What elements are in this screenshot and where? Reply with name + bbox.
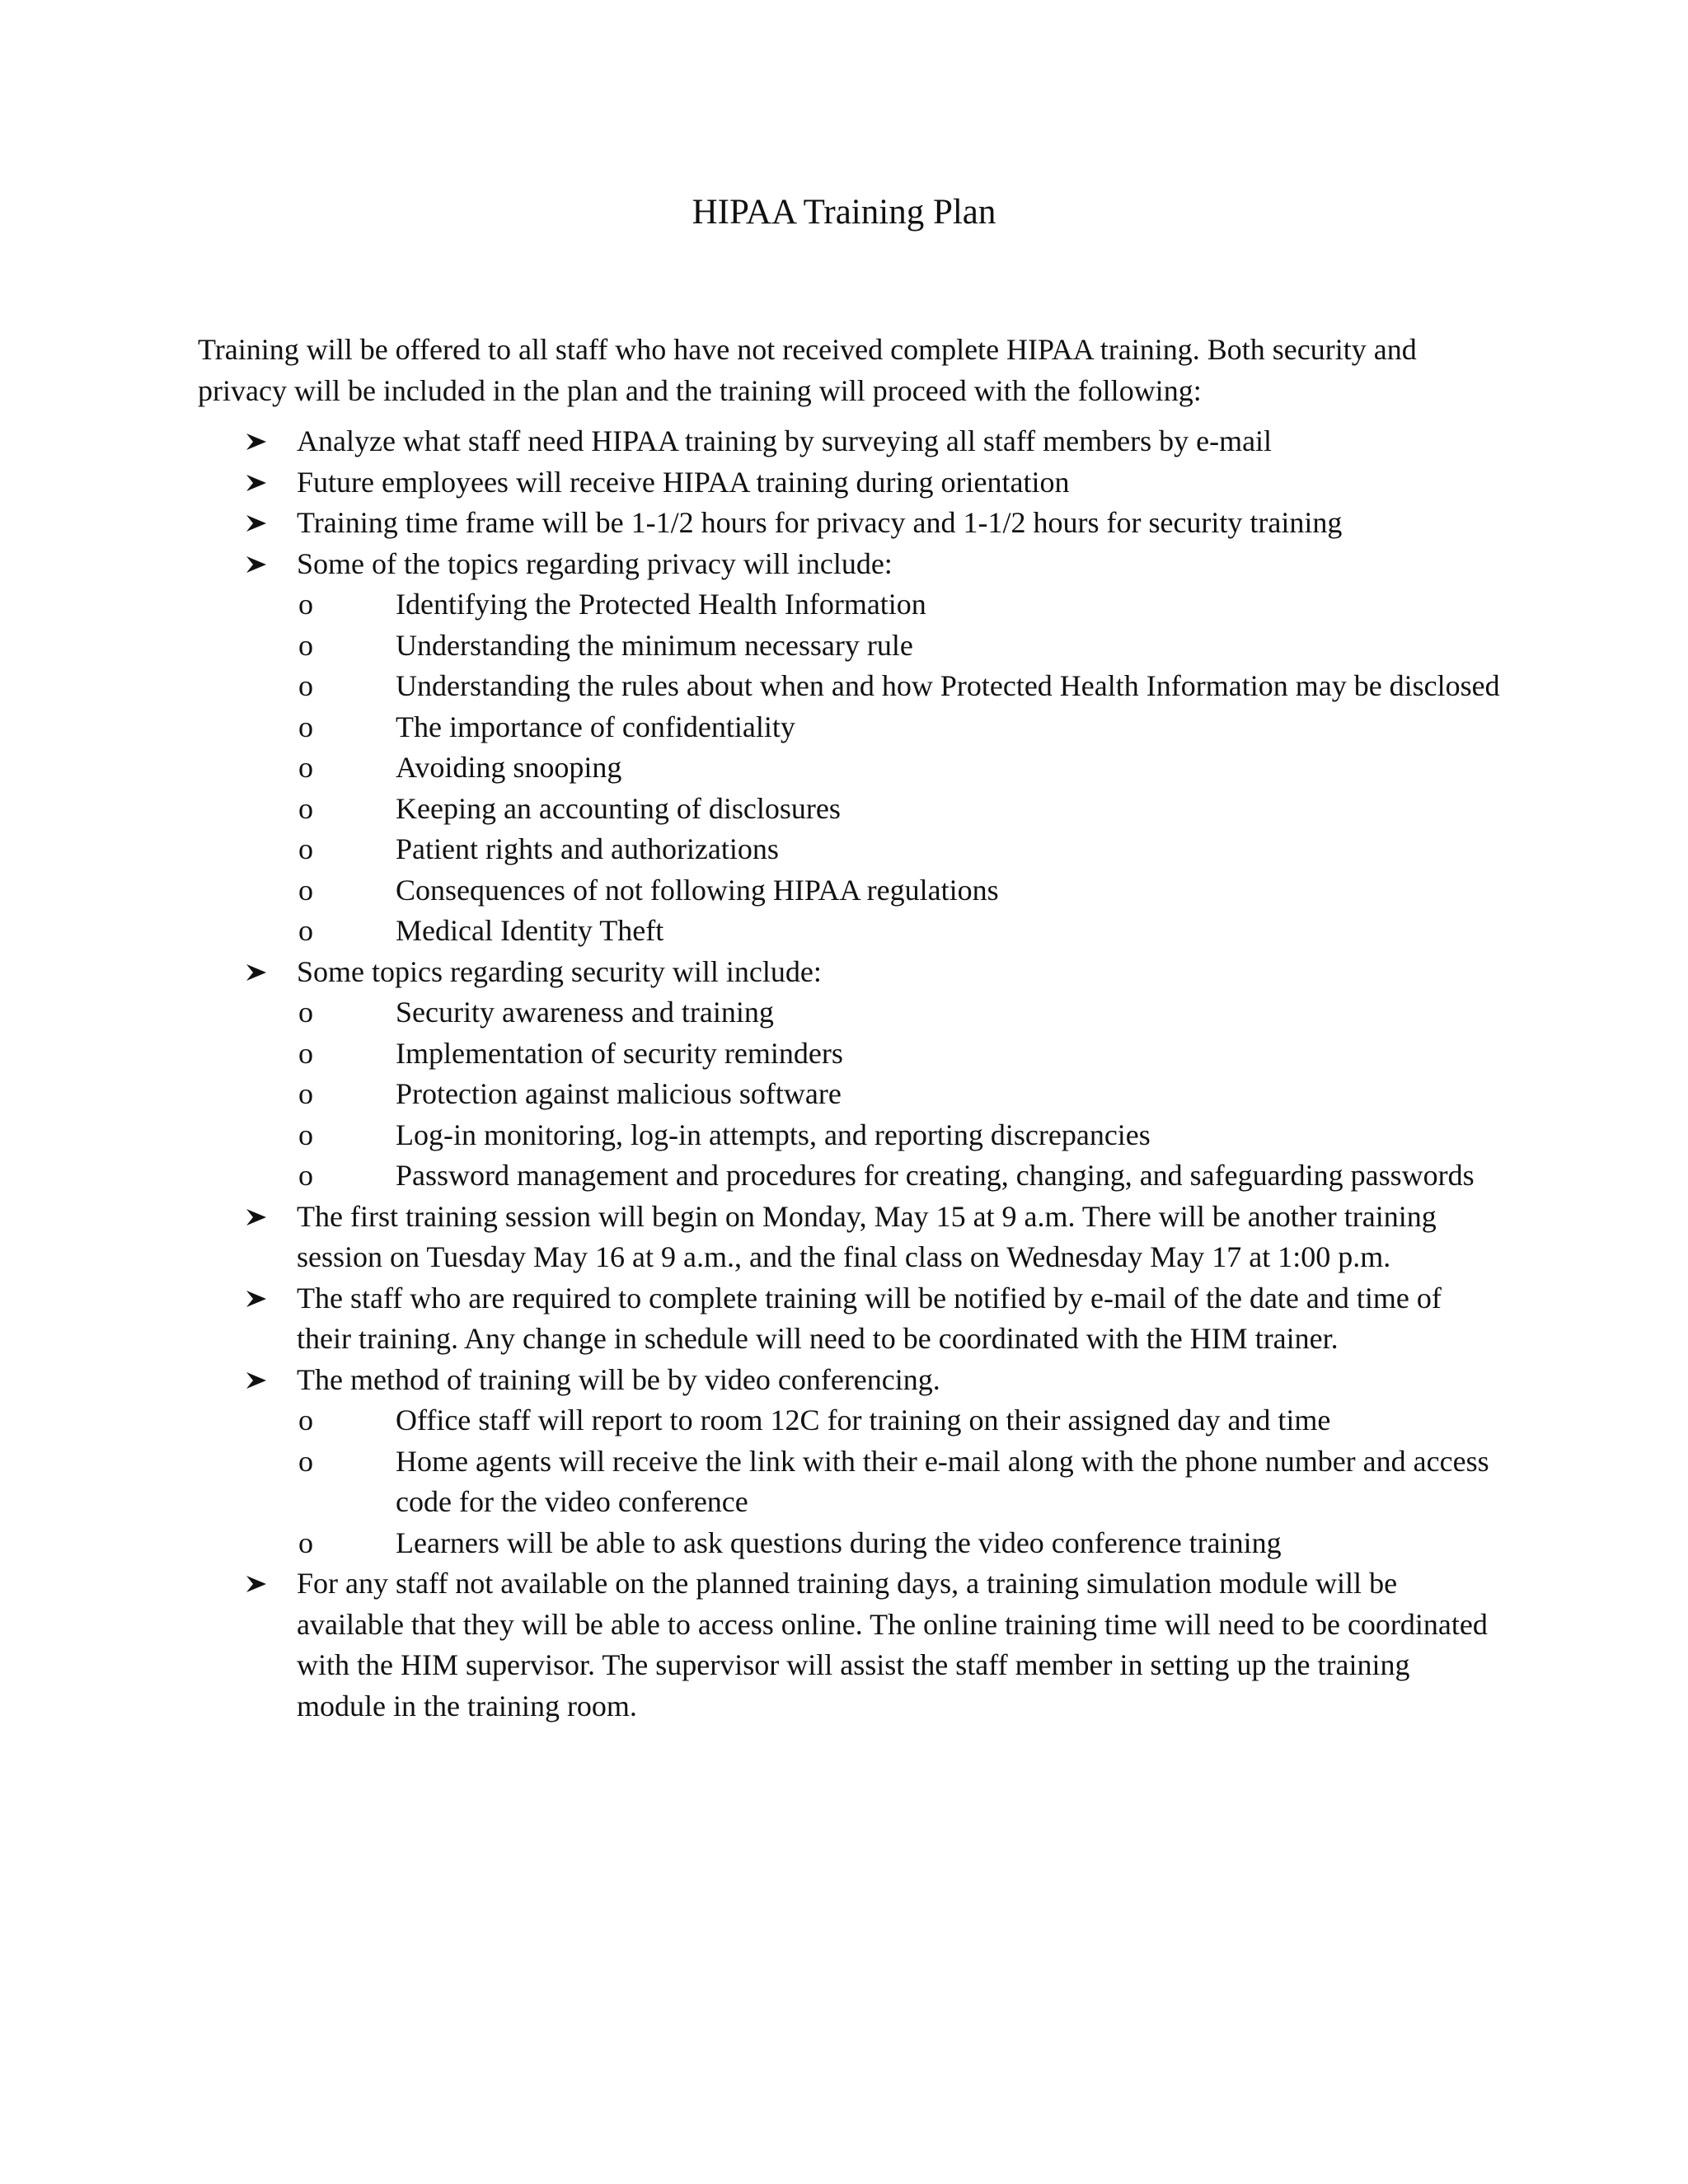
sub-list-item [297, 1400, 1500, 1441]
sub-list-item [297, 992, 1500, 1033]
sub-list-item [297, 1523, 1500, 1564]
arrowhead-bullet-icon [246, 1575, 267, 1593]
sub-list-item [297, 1115, 1500, 1156]
sub-list-item-text: Avoiding snooping [396, 751, 622, 784]
list-item-text: Analyze what staff need HIPAA training by surveying all staff members by e-mail [297, 424, 1273, 457]
sub-list-item-text: Patient rights and authorizations [396, 832, 779, 865]
list-item-text: The method of training will be by video conferencing. [297, 1362, 940, 1396]
sub-list-item-text: Keeping an accounting of disclosures [396, 791, 841, 825]
arrowhead-bullet-icon [246, 1208, 267, 1226]
sub-list-item [297, 666, 1500, 707]
sub-list-item-text: Understanding the rules about when and how Protected Health Information may be disclosed [396, 669, 1500, 702]
list-item [198, 544, 1500, 952]
sub-list-item-text: Implementation of security reminders [396, 1036, 843, 1070]
circle-bullet-icon: o [298, 628, 313, 662]
arrowhead-bullet-icon [246, 1290, 267, 1308]
list-item-text: Some of the topics regarding privacy will include: [297, 546, 893, 580]
sub-list-item [297, 707, 1500, 748]
sub-list-item-text: Protection against malicious software [396, 1077, 842, 1110]
sub-list-item [297, 626, 1500, 667]
sub-list-item-text: Medical Identity Theft [396, 914, 664, 947]
arrowhead-bullet-icon [246, 1371, 267, 1390]
sub-list-item [297, 1074, 1500, 1115]
circle-bullet-icon: o [298, 1526, 313, 1559]
arrowhead-bullet-icon [246, 433, 267, 451]
circle-bullet-icon: o [298, 1444, 313, 1478]
list-item-text: The first training session will begin on Monday, May 15 at 9 a.m. There will be another training session on Tuesday May 16 at 9 a.m., and the final class on Wednesday May 17 at 1:00 p.m. [297, 1199, 1437, 1273]
privacy-topics-list [297, 584, 1500, 952]
list-item-text: Some topics regarding security will include: [297, 954, 822, 988]
sub-list-item [297, 870, 1500, 912]
sub-list-item-text: Office staff will report to room 12C for training on their assigned day and time [396, 1404, 1331, 1436]
circle-bullet-icon: o [298, 873, 313, 907]
document-body [198, 330, 1500, 1727]
sub-list-item-text: Log-in monitoring, log-in attempts, and reporting discrepancies [396, 1118, 1151, 1151]
sub-list-item-text: Password management and procedures for creating, changing, and safeguarding passwords [396, 1159, 1475, 1192]
circle-bullet-icon: o [298, 1036, 313, 1070]
circle-bullet-icon: o [298, 588, 313, 621]
sub-list-item-text: Understanding the minimum necessary rule [396, 628, 913, 662]
list-item [198, 1197, 1500, 1278]
list-item [198, 952, 1500, 1197]
list-item-text: Training time frame will be 1-1/2 hours for privacy and 1-1/2 hours for security training [297, 506, 1343, 539]
list-item [198, 1278, 1500, 1360]
circle-bullet-icon: o [298, 1077, 313, 1110]
list-item-text: For any staff not available on the planned training days, a training simulation module will be available that they will be able to access online. The online training time will need to be coordinated with the HIM supervisor. The supervisor will assist the staff member in setting up the training module in the training room. [297, 1567, 1488, 1722]
circle-bullet-icon: o [298, 996, 313, 1029]
list-item [198, 1360, 1500, 1564]
sub-list-item-text: Learners will be able to ask questions during the video conference training [396, 1526, 1282, 1559]
sub-list-item-text: Consequences of not following HIPAA regulations [396, 873, 999, 907]
circle-bullet-icon: o [298, 710, 313, 743]
training-method-list [297, 1400, 1500, 1563]
sub-list-item [297, 829, 1500, 870]
intro-paragraph: Training will be offered to all staff who have not received complete HIPAA training. Both security and privacy will be included in the plan and the training will proceed with the following: [198, 333, 1417, 407]
sub-list-item [297, 1441, 1500, 1523]
sub-list-item-text: The importance of confidentiality [396, 710, 795, 743]
sub-list-item-text: Home agents will receive the link with their e-mail along with the phone number and access code for the video conference [396, 1444, 1489, 1518]
circle-bullet-icon: o [298, 751, 313, 784]
arrowhead-bullet-icon [246, 555, 267, 574]
list-item [198, 1563, 1500, 1727]
circle-bullet-icon: o [298, 791, 313, 825]
sub-list-item [297, 748, 1500, 789]
circle-bullet-icon: o [298, 1118, 313, 1151]
list-item [198, 462, 1500, 504]
sub-list-item-text: Security awareness and training [396, 996, 774, 1029]
circle-bullet-icon: o [298, 832, 313, 865]
circle-bullet-icon: o [298, 914, 313, 947]
security-topics-list [297, 992, 1500, 1197]
circle-bullet-icon: o [298, 1404, 313, 1436]
sub-list-item-text: Identifying the Protected Health Information [396, 588, 926, 621]
sub-list-item [297, 789, 1500, 830]
list-item-text: The staff who are required to complete training will be notified by e-mail of the date and time of their training. Any change in schedule will need to be coordinated with the HIM trainer. [297, 1281, 1442, 1355]
list-item [198, 503, 1500, 544]
sub-list-item [297, 911, 1500, 952]
list-item [198, 421, 1500, 462]
sub-list-item [297, 1155, 1500, 1197]
arrowhead-bullet-icon [246, 474, 267, 492]
arrowhead-bullet-icon [246, 963, 267, 982]
circle-bullet-icon: o [298, 669, 313, 702]
document-title: HIPAA Training Plan [692, 193, 996, 232]
list-item-text: Future employees will receive HIPAA training during orientation [297, 465, 1070, 499]
main-bullet-list [198, 421, 1500, 1727]
arrowhead-bullet-icon [246, 514, 267, 532]
sub-list-item [297, 584, 1500, 626]
sub-list-item [297, 1033, 1500, 1075]
circle-bullet-icon: o [298, 1159, 313, 1192]
